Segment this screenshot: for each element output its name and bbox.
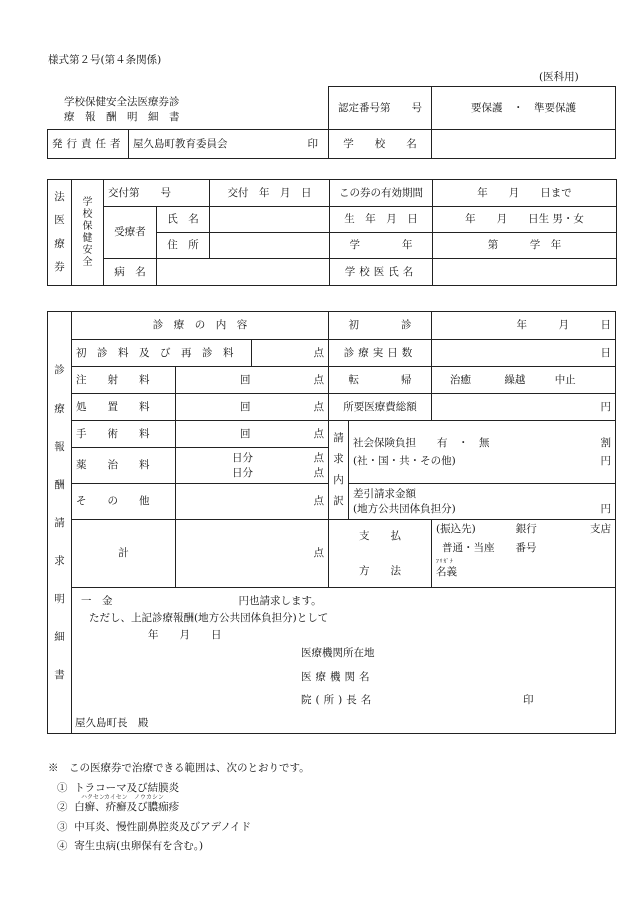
surgery-value: 回 点	[176, 421, 329, 448]
other-point: 点	[176, 484, 329, 520]
note-item-4: ④ 寄生虫病(虫卵保有を含む。)	[57, 840, 204, 852]
ticket-side-label-b: 学 校 保 健 安 全	[72, 180, 104, 286]
dob-value: 年 月 日生 男・女	[433, 207, 617, 233]
address-label: 住 所	[157, 233, 210, 259]
surgery-label: 手 術 料	[72, 421, 176, 448]
issuer-label: 発行責任者	[48, 130, 129, 159]
ticket-side-label-a: 法 医 療 券	[48, 180, 72, 286]
director-seal: 印	[523, 694, 534, 706]
claim-breakdown-side: 請 求 内 訳	[329, 421, 349, 520]
name-value[interactable]	[210, 207, 330, 233]
days-label: 診療実日数	[329, 340, 432, 367]
auth-number-label: 認定番号第 号	[329, 87, 432, 130]
issuer-cell	[129, 130, 329, 159]
medicine-value: 日分 点 日分 点	[176, 448, 329, 484]
disease-label: 病 名	[104, 259, 157, 286]
days-unit: 日	[432, 340, 616, 367]
name-label: 氏 名	[157, 207, 210, 233]
patient-label: 受療者	[104, 207, 157, 259]
claim-statement-cell	[72, 588, 616, 734]
initial-fee-label: 初 診 料 及 び 再 診 料	[72, 340, 252, 367]
location-label: 医療機関所在地	[301, 647, 375, 659]
issuer-value: 屋久島町教育委員会	[133, 137, 228, 150]
deduction-cell: 差引請求金額 (地方公共団体負担分) 円	[349, 484, 616, 520]
note-item-2: ② 白癬、疥癬及び膿痂疹	[57, 801, 180, 813]
payment-method-label: 支 払 方 法	[329, 520, 432, 588]
form-title-line1: 学校保健安全法医療券診	[64, 96, 180, 108]
treatment-value: 回 点	[176, 394, 329, 421]
treatment-label: 処 置 料	[72, 394, 176, 421]
total-cost-label: 所要医療費総額	[329, 394, 432, 421]
doctor-label: 学校医氏名	[330, 259, 433, 286]
total-point: 点	[176, 520, 329, 588]
issue-date: 交付 年 月 日	[210, 180, 330, 207]
form-title-line2: 療 報 酬 明 細 書	[64, 111, 180, 123]
social-insurance-cell: 社会保険負担 有 ・ 無 割 (社・国・共・その他) 円	[349, 421, 616, 484]
initial-fee-point: 点	[252, 340, 329, 367]
injection-value: 回 点	[176, 367, 329, 394]
claim-note-line: ただし、上記診療報酬(地方公共団体負担分)として	[89, 612, 329, 624]
total-label: 計	[72, 520, 176, 588]
first-visit-value: 年 月 日	[432, 312, 616, 340]
school-value[interactable]	[432, 130, 616, 159]
payment-details: (振込先) 銀行 支店 普通・当座 番号 ﾌﾘｶﾞﾅ 名義	[432, 520, 616, 588]
outcome-options: 治癒 繰越 中止	[432, 367, 616, 394]
director-label: 院(所)長名	[301, 694, 376, 706]
other-label: そ の 他	[72, 484, 176, 520]
protection-type: 要保護 ・ 準要保護	[432, 87, 616, 130]
addressee: 屋久島町長 殿	[75, 717, 149, 729]
address-value[interactable]	[210, 233, 330, 259]
validity-value: 年 月 日まで	[433, 180, 617, 207]
injection-label: 注 射 料	[72, 367, 176, 394]
form-category: (医科用)	[539, 71, 579, 83]
main-side-label: 診 療 報 酬 請 求 明 細 書	[48, 312, 72, 734]
institution-label: 医療機関名	[301, 671, 374, 683]
ruby-hakusen: ハクセン	[81, 794, 106, 801]
note-item-1: ① トラコーマ及び結膜炎	[57, 782, 180, 794]
doctor-value[interactable]	[433, 259, 617, 286]
note-item-3: ③ 中耳炎、慢性副鼻腔炎及びアデノイド	[57, 821, 252, 833]
ticket-table	[47, 179, 617, 286]
issuer-table	[47, 129, 616, 159]
auth-number-table	[328, 86, 616, 130]
claim-amount-line: 一 金 円也請求します。	[81, 595, 322, 607]
main-claim-table	[47, 311, 616, 734]
total-cost-unit: 円	[432, 394, 616, 421]
outcome-label: 転 帰	[329, 367, 432, 394]
grade-label: 学 年	[330, 233, 433, 259]
issue-number: 交付第 号	[104, 180, 210, 207]
notes-heading: ※ この医療券で治療できる範囲は、次のとおりです。	[48, 762, 310, 774]
issuer-seal: 印	[307, 137, 318, 150]
dob-label: 生 年 月 日	[330, 207, 433, 233]
school-label: 学 校 名	[329, 130, 432, 159]
ruby-noukashin: ノウカシン	[134, 794, 164, 801]
disease-value[interactable]	[157, 259, 330, 286]
first-visit-label: 初 診	[329, 312, 432, 340]
grade-value: 第 学 年	[433, 233, 617, 259]
claim-date-line: 年 月 日	[148, 629, 222, 641]
validity-label: この券の有効期間	[330, 180, 433, 207]
content-header: 診 療 の 内 容	[72, 312, 329, 340]
ruby-kaisen: カイセン	[104, 794, 128, 801]
medicine-label: 薬 治 料	[72, 448, 176, 484]
form-number: 様式第２号(第４条関係)	[48, 54, 162, 66]
